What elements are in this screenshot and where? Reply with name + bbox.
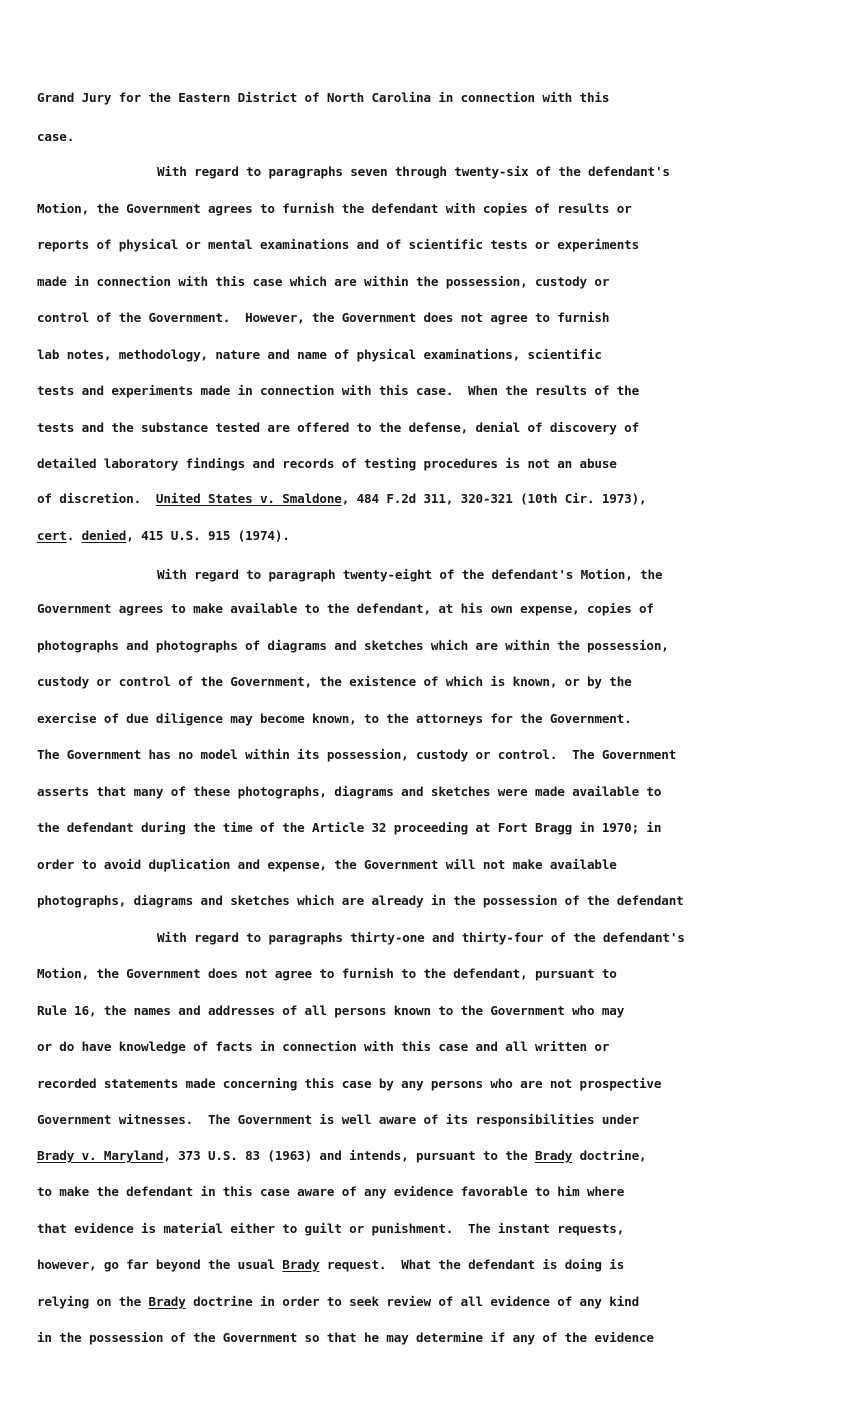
text-line	[37, 382, 639, 400]
text-run: Rule 16, the names and addresses of all persons known to the Government who may	[37, 1003, 625, 1018]
text-run: to make the defendant in this case aware of any evidence favorable to him where	[37, 1184, 625, 1199]
text-line	[37, 1038, 609, 1056]
text-line	[37, 1329, 654, 1347]
citation-signal: denied	[81, 528, 127, 543]
text-run: case.	[37, 129, 75, 144]
text-run: With regard to paragraphs seven through twenty-six of the defendant's	[157, 164, 670, 179]
text-line	[37, 346, 602, 364]
text-run: order to avoid duplication and expense, the Government will not make available	[37, 857, 617, 872]
text-run: Grand Jury for the Eastern District of North Carolina in connection with this	[37, 90, 610, 105]
text-line	[37, 1002, 624, 1020]
text-run: Government witnesses. The Government is well aware of its responsibilities under	[37, 1112, 639, 1127]
text-run: , 415 U.S. 915 (1974).	[126, 528, 290, 543]
text-line	[37, 309, 609, 327]
text-line	[37, 965, 617, 983]
text-line	[37, 673, 632, 691]
text-run: of discretion.	[37, 491, 156, 506]
text-run: control of the Government. However, the Government does not agree to furnish	[37, 310, 610, 325]
text-line	[37, 783, 661, 801]
citation-signal: cert	[37, 528, 67, 543]
text-line	[37, 600, 654, 618]
text-line	[37, 200, 632, 218]
text-line	[37, 1075, 661, 1093]
text-line	[37, 1293, 639, 1311]
text-run: .	[66, 528, 82, 543]
text-run: request. What the defendant is doing is	[319, 1257, 625, 1272]
text-line	[37, 128, 74, 146]
text-run: With regard to paragraph twenty-eight of the defendant's Motion, the	[157, 567, 663, 582]
text-run: the defendant during the time of the Article 32 proceeding at Fort Bragg in 1970; in	[37, 820, 662, 835]
text-run: or do have knowledge of facts in connection with this case and all written or	[37, 1039, 610, 1054]
text-line	[37, 892, 684, 910]
text-run: tests and experiments made in connection with this case. When the results of the	[37, 383, 639, 398]
text-run: asserts that many of these photographs, diagrams and sketches were made available to	[37, 784, 662, 799]
text-line	[37, 527, 290, 545]
text-line	[37, 89, 609, 107]
text-line	[37, 1256, 624, 1274]
case-citation: Brady	[282, 1257, 320, 1272]
text-line	[37, 1183, 624, 1201]
text-line	[37, 856, 617, 874]
text-run: custody or control of the Government, the existence of which is known, or by the	[37, 674, 632, 689]
text-line	[37, 1220, 624, 1238]
text-run: With regard to paragraphs thirty-one and thirty-four of the defendant's	[157, 930, 685, 945]
text-run: made in connection with this case which are within the possession, custody or	[37, 274, 610, 289]
case-citation: Brady	[534, 1148, 573, 1163]
text-run: photographs and photographs of diagrams and sketches which are within the possession,	[37, 638, 669, 653]
text-line	[37, 273, 609, 291]
text-run: Government agrees to make available to the defendant, at his own expense, copies of	[37, 601, 654, 616]
text-line	[37, 455, 617, 473]
text-line	[37, 746, 676, 764]
text-run: Motion, the Government agrees to furnish the defendant with copies of results or	[37, 201, 632, 216]
text-line	[37, 1111, 639, 1129]
text-line	[37, 637, 669, 655]
text-line	[157, 566, 662, 584]
text-run: lab notes, methodology, nature and name of physical examinations, scientific	[37, 347, 602, 362]
text-run: , 373 U.S. 83 (1963) and intends, pursuant to the	[163, 1148, 535, 1163]
case-citation: Brady	[148, 1294, 186, 1309]
text-run: photographs, diagrams and sketches which are already in the possession of the defendant	[37, 893, 684, 908]
text-run: , 484 F.2d 311, 320-321 (10th Cir. 1973),	[341, 491, 647, 506]
text-run: recorded statements made concerning this case by any persons who are not prospective	[37, 1076, 662, 1091]
text-run: however, go far beyond the usual	[37, 1257, 283, 1272]
text-run: in the possession of the Government so that he may determine if any of the evidence	[37, 1330, 654, 1345]
case-citation: Brady v. Maryland	[37, 1148, 164, 1163]
text-run: The Government has no model within its possession, custody or control. The Government	[37, 747, 677, 762]
text-line	[37, 419, 639, 437]
text-line	[37, 1147, 646, 1165]
text-line	[37, 490, 646, 508]
text-run: detailed laboratory findings and records of testing procedures is not an abuse	[37, 456, 617, 471]
text-run: doctrine in order to seek review of all evidence of any kind	[185, 1294, 640, 1309]
text-line	[157, 929, 685, 947]
text-run: relying on the	[37, 1294, 149, 1309]
text-run: reports of physical or mental examinations and of scientific tests or experiments	[37, 237, 639, 252]
case-citation: United States v. Smaldone	[155, 491, 342, 506]
text-run: doctrine,	[572, 1148, 647, 1163]
text-line	[37, 819, 661, 837]
text-run: tests and the substance tested are offered to the defense, denial of discovery of	[37, 420, 639, 435]
text-line	[157, 163, 670, 181]
text-line	[37, 236, 639, 254]
text-run: that evidence is material either to guilt or punishment. The instant requests,	[37, 1221, 625, 1236]
text-run: exercise of due diligence may become known, to the attorneys for the Government.	[37, 711, 632, 726]
text-run: Motion, the Government does not agree to furnish to the defendant, pursuant to	[37, 966, 617, 981]
text-line	[37, 710, 632, 728]
